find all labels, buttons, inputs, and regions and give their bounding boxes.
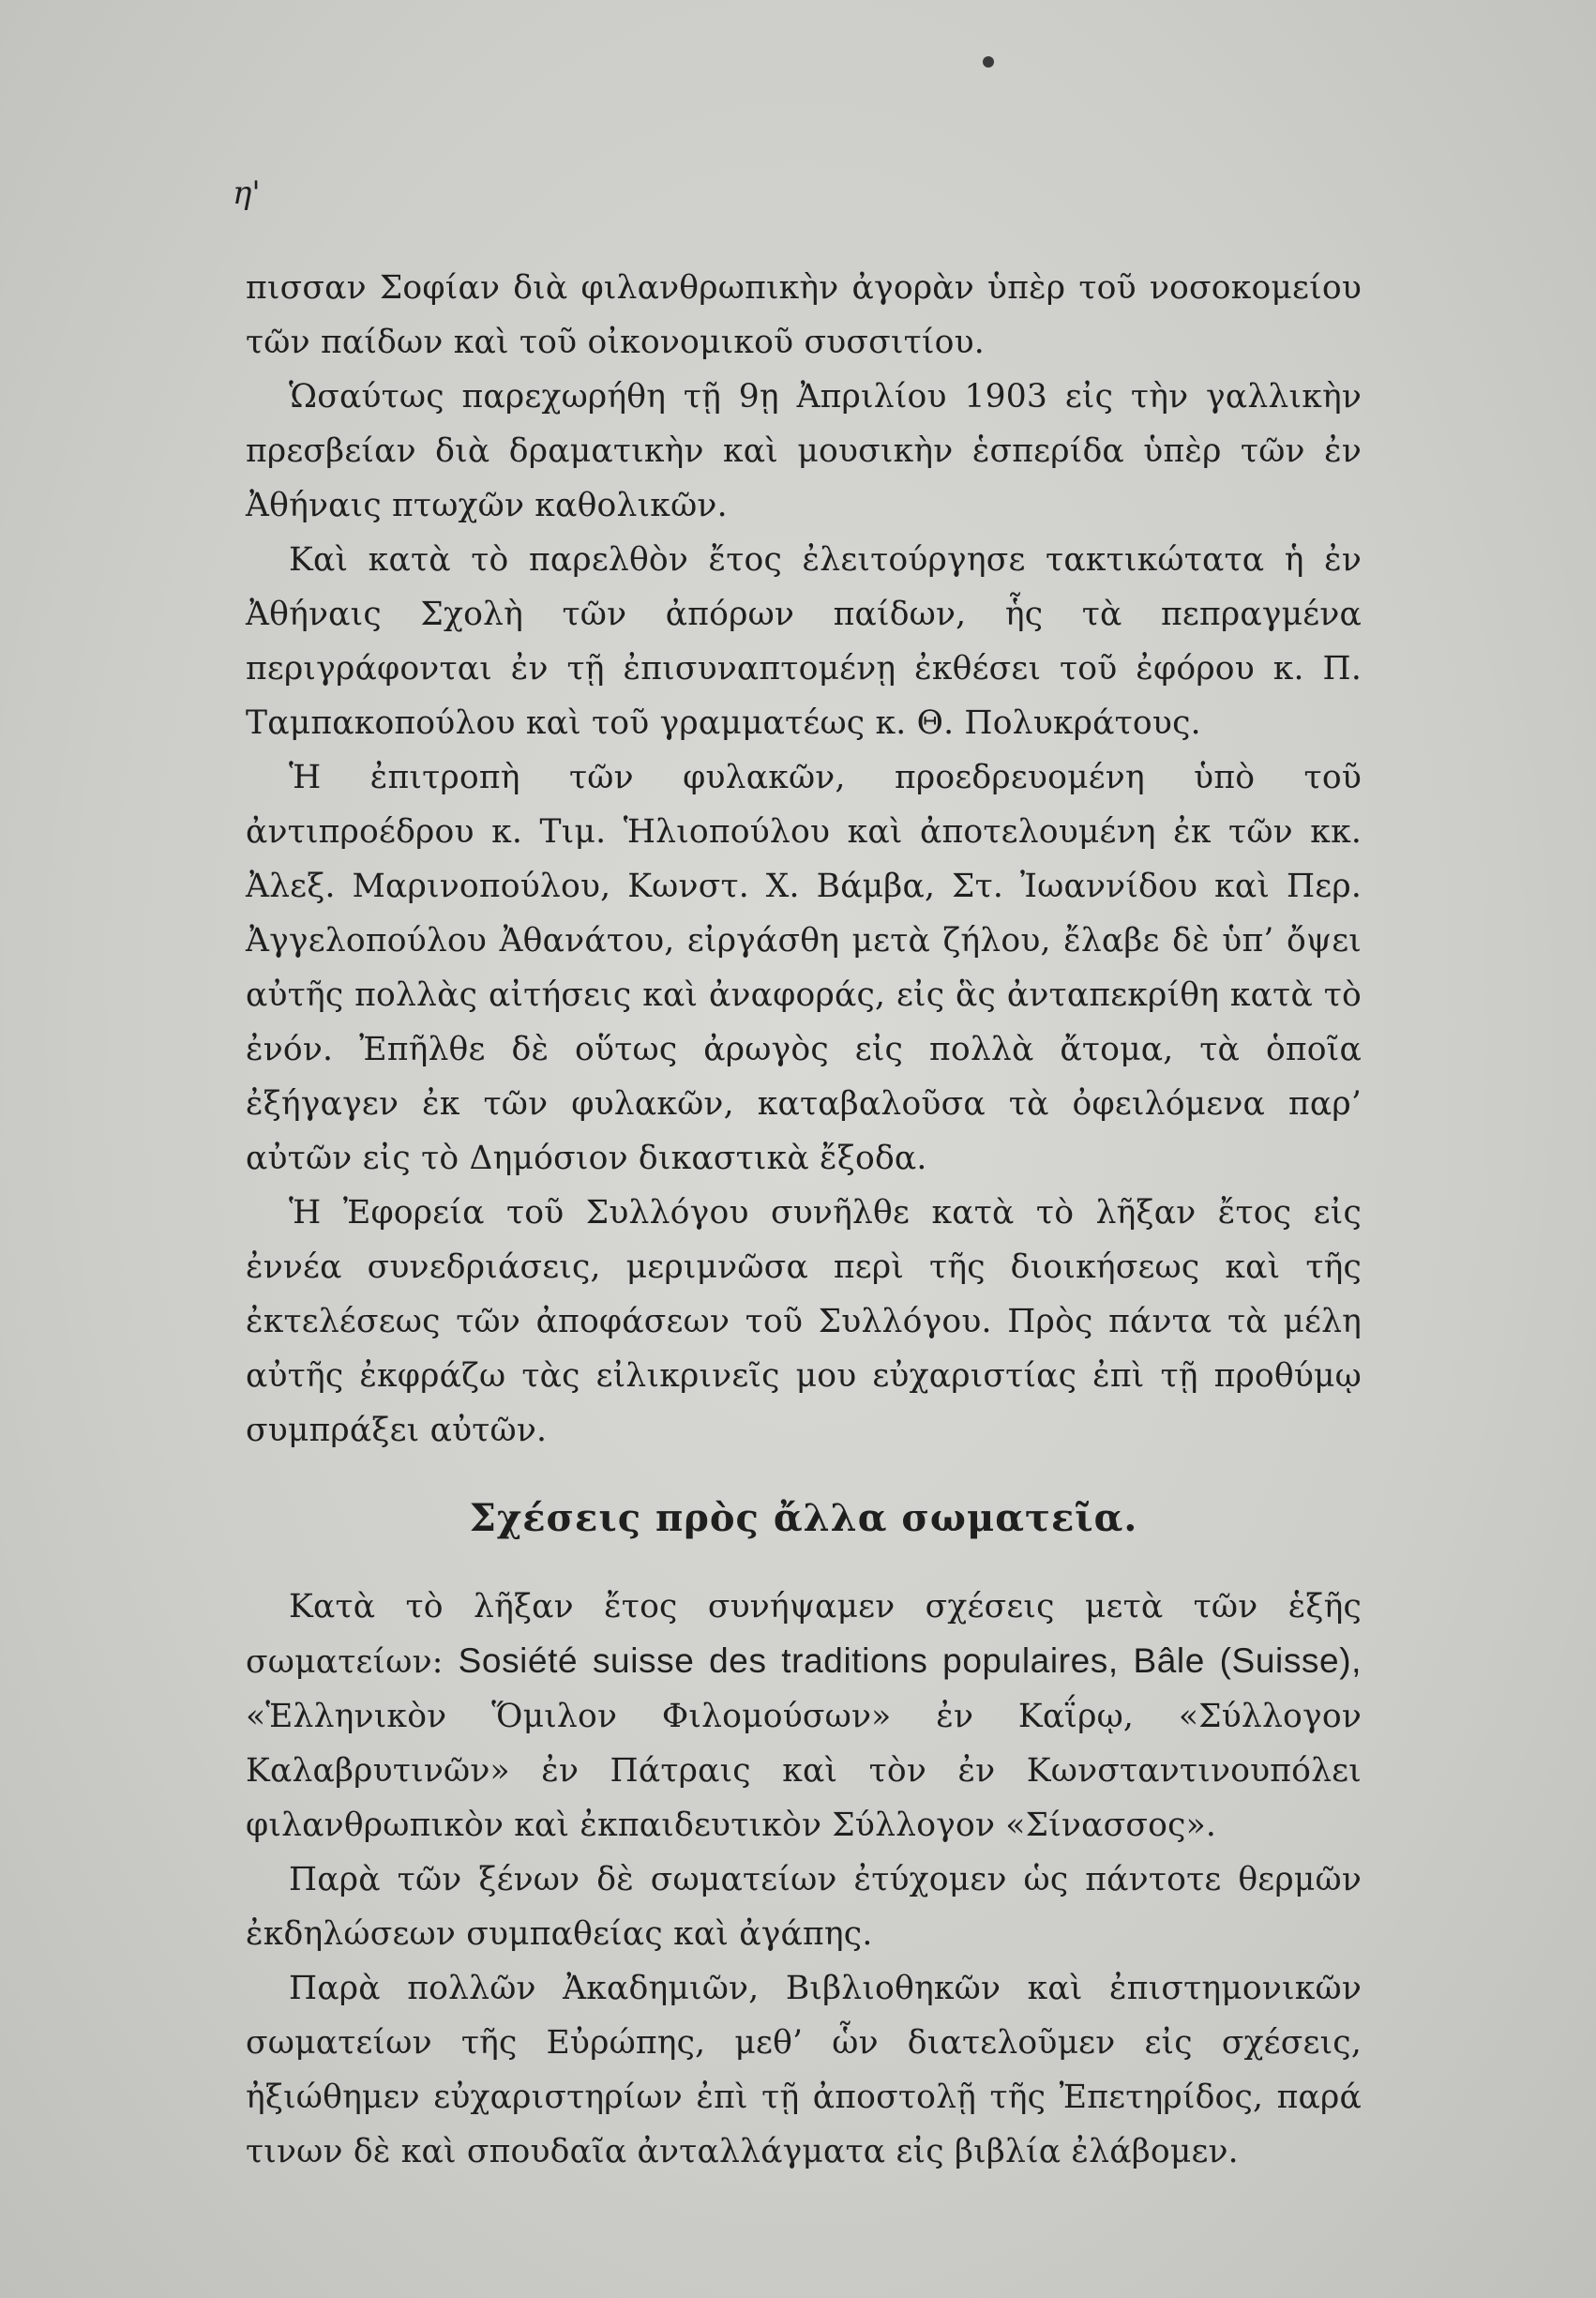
paragraph-board: Ἡ Ἐφορεία τοῦ Συλλόγου συνῆλθε κατὰ τὸ λῆξαν ἔτος εἰς ἐννέα συνεδριάσεις, μεριμνῶσα περὶ τῆς διοικήσεως καὶ τῆς ἐκτελέσεως τῶν ἀποφάσεων τοῦ Συλλόγου. Πρὸς πάντα τὰ μέλη αὐτῆς ἐκφράζω τὰς εἰλικρινεῖς μου εὐχαριστίας ἐπὶ τῇ προθύμῳ συμπράξει αὐτῶν. (246, 1194, 1362, 1449)
relations-intro: Κατὰ τὸ λῆξαν ἔτος συνήψαμεν σχέσεις μετὰ τῶν ἑξῆς σωματείων: (246, 1588, 1362, 1681)
paragraph-french-embassy: Ὡσαύτως παρεχωρήθη τῇ 9ῃ Ἀπριλίου 1903 εἰς τὴν γαλλικὴν πρεσβείαν διὰ δραματικὴν καὶ μουσικὴν ἑσπερίδα ὑπὲρ τῶν ἐν Ἀθήναις πτωχῶν καθολικῶν. (246, 378, 1362, 524)
page-number: η' (233, 174, 261, 212)
paragraph-academies: Παρὰ πολλῶν Ἀκαδημιῶν, Βιβλιοθηκῶν καὶ ἐπιστημονικῶν σωματείων τῆς Εὐρώπης, μεθ’ ὧν διατελοῦμεν εἰς σχέσεις, ἠξιώθημεν εὐχαριστηρίων ἐπὶ τῇ ἀποστολῇ τῆς Ἐπετηρίδος, παρά τινων δὲ καὶ σπουδαῖα ἀνταλλάγματα εἰς βιβλία ἐλάβομεν. (246, 1970, 1362, 2170)
ink-spot (983, 56, 994, 68)
paragraph-foreign-societies: Παρὰ τῶν ξένων δὲ σωματείων ἐτύχομεν ὡς πάντοτε θερμῶν ἐκδηλώσεων συμπαθείας καὶ ἀγάπης. (246, 1861, 1362, 1953)
page-body (246, 261, 1362, 2179)
paragraph-school: Καὶ κατὰ τὸ παρελθὸν ἔτος ἐλειτούργησε τακτικώτατα ἡ ἐν Ἀθήναις Σχολὴ τῶν ἀπόρων παίδων, ἧς τὰ πεπραγμένα περιγράφονται ἐν τῇ ἐπισυναπτομένῃ ἐκθέσει τοῦ ἐφόρου κ. Π. Ταμπακοπούλου καὶ τοῦ γραμματέως κ. Θ. Πολυκράτους. (246, 541, 1362, 742)
paragraph-prisons-committee: Ἡ ἐπιτροπὴ τῶν φυλακῶν, προεδρευομένη ὑπὸ τοῦ ἀντιπροέδρου κ. Τιμ. Ἡλιοπούλου καὶ ἀποτελουμένη ἐκ τῶν κκ. Ἀλεξ. Μαρινοπούλου, Κωνστ. Χ. Βάμβα, Στ. Ἰωαννίδου καὶ Περ. Ἀγγελοπούλου Ἀθανάτου, εἰργάσθη μετὰ ζήλου, ἔλαβε δὲ ὑπ’ ὄψει αὐτῆς πολλὰς αἰτήσεις καὶ ἀναφοράς, εἰς ἃς ἀνταπεκρίθη κατὰ τὸ ἐνόν. Ἐπῆλθε δὲ οὕτως ἀρωγὸς εἰς πολλὰ ἄτομα, τὰ ὁποῖα ἐξήγαγεν ἐκ τῶν φυλακῶν, καταβαλοῦσα τὰ ὀφειλόμενα παρ’ αὐτῶν εἰς τὸ Δημόσιον δικαστικὰ ἔξοδα. (246, 759, 1362, 1177)
section-heading: Σχέσεις πρὸς ἄλλα σωματεῖα. (469, 1496, 1138, 1540)
relations-rest: «Ἑλληνικὸν Ὅμιλον Φιλομούσων» ἐν Καΐρῳ, «Σύλλογον Καλαβρυτινῶν» ἐν Πάτραις καὶ τὸν ἐν Κωνσταντινουπόλει φιλανθρωπικὸν καὶ ἐκπαιδευτικὸν Σύλλογον «Σίνασσος». (246, 1698, 1362, 1844)
paragraph-continuation: πισσαν Σοφίαν διὰ φιλανθρωπικὴν ἀγορὰν ὑπὲρ τοῦ νοσοκομείου τῶν παίδων καὶ τοῦ οἰκονομικοῦ συσσιτίου. (246, 269, 1362, 361)
paragraph-relations (246, 1580, 1362, 1852)
relations-latin-society: Sosiété suisse des traditions populaires, Bâle (Suisse), (458, 1641, 1362, 1680)
